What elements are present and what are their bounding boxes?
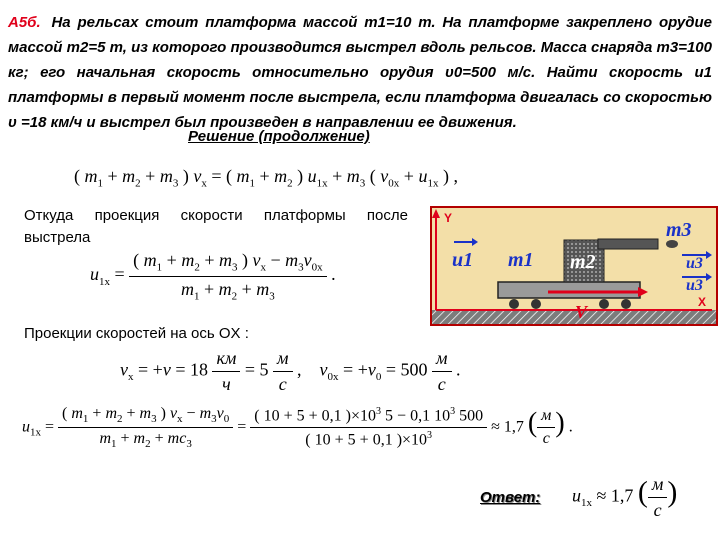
x-axis-label: X xyxy=(698,295,707,309)
problem-text: На рельсах стоит платформа массой m1=10 т. На платформе закреплено орудие массой m2=5 т, из которого производится выстрел вдоль рельсов. Масса снаряда m3=100 кг; его начальная скорость относительно орудия υ0=500 м/с. Найти скорость u1 платформы в первый момент после выстрела, если платформа двигалась со скоростью υ =18 км/ч и выстрел был произведен в направлении ее движения. xyxy=(8,14,713,131)
wheel xyxy=(531,299,541,309)
projections-equation: $v_x = +v = 18$ $\frac{км}{ч}$ = 5 $\frac{м}{с}$ , $v_{0x} = +v_0 = 500$ $\frac{м}{с}$ . xyxy=(120,348,461,394)
answer-equation: $u_{1x} \approx 1,7$ ( $\frac{м}{с}$ ) xyxy=(572,474,678,520)
label-m1: m1 xyxy=(508,249,534,271)
answer-label: Ответ: xyxy=(480,489,541,506)
label-v: V xyxy=(575,302,588,322)
label-u3-bottom: u3 xyxy=(686,277,703,294)
label-m3: m3 xyxy=(666,219,692,241)
label-u1: u1 xyxy=(452,249,474,271)
u1x-formula: $u_{1x}$ = $\frac{( m_1 + m_2 + m_3 ) v_x - m_3v_{0x}}{m_1 + m_2 + m_3}$ . xyxy=(90,250,336,303)
platform-figure xyxy=(430,206,718,326)
ground xyxy=(432,310,716,324)
problem-statement xyxy=(8,10,712,135)
wheel xyxy=(509,299,519,309)
platform-body xyxy=(498,282,640,298)
gun-barrel xyxy=(598,239,658,249)
wheel xyxy=(621,299,631,309)
wheel xyxy=(599,299,609,309)
label-m2: m2 xyxy=(570,251,596,273)
solution-heading: Решение (продолжение) xyxy=(188,128,370,145)
y-axis-label: Y xyxy=(444,211,453,225)
shell xyxy=(666,240,678,248)
numeric-equation: $u_{1x}$ = $\frac{( m_1 + m_2 + m_3 ) v_x - m_3v_0}{m_1 + m_2 + mc_3}$ = $\frac{( 10 + 5 + 0,1 )\times 10^3 5 - 0,1 10^3 500}{( 10 + 5 + 0,1 )\times 10^3}$ ≈ 1,7 ( $\frac{м}{с}$ ) . xyxy=(22,405,573,451)
label-u3-top: u3 xyxy=(686,255,703,272)
axis-paragraph: Проекции скоростей на ось OX : xyxy=(24,325,249,342)
momentum-equation: ( $m_1 + m_2 + m_3$ ) $v_x$ = ( $m_1 + m_2$ ) $u_{1x} + m_3$ ( $v_{0x} + u_{1x}$ ) , xyxy=(74,166,458,190)
problem-number: А5б. xyxy=(8,14,41,31)
projection-paragraph: Откуда проекция скорости платформы после выстрела xyxy=(24,207,408,246)
